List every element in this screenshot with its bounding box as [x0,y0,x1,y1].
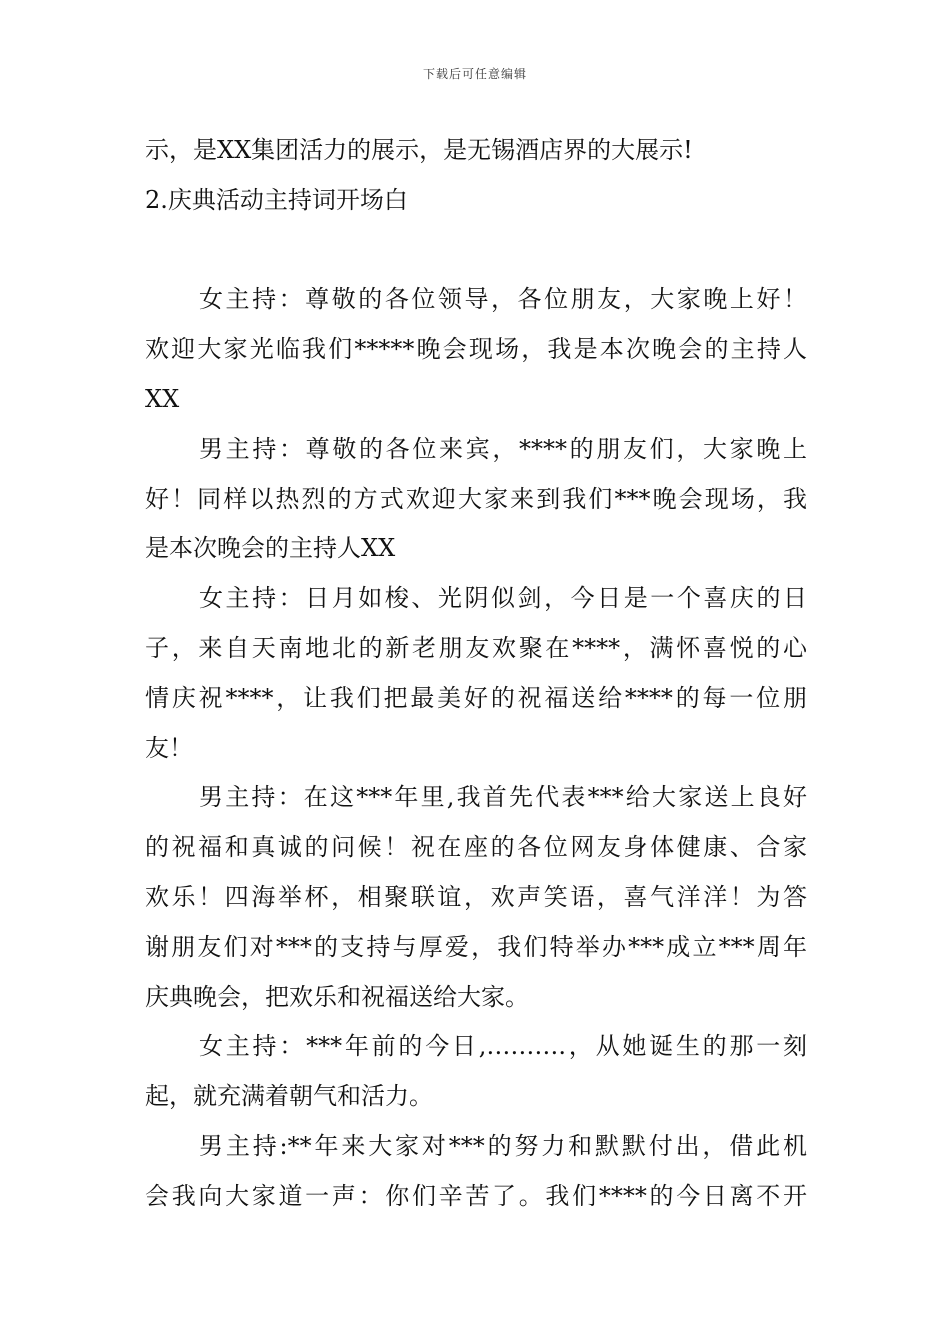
page-header: 下载后可任意编辑 [422,67,527,81]
text-line: 友！ [145,733,193,762]
text-line: 子，来自天南地北的新老朋友欢聚在****，满怀喜悦的心 [145,633,807,662]
blank-line [145,226,807,276]
text-line: 男主持：尊敬的各位来宾，****的朋友们，大家晚上 [199,434,807,463]
text-line: 欢乐！四海举杯，相聚联谊，欢声笑语，喜气洋洋！为答 [145,882,807,911]
text-line: 女主持：日月如梭、光阴似剑，今日是一个喜庆的日 [199,584,807,613]
text-line: 女主持：尊敬的各位领导，各位朋友，大家晚上好！ [199,285,807,314]
document-body [145,126,807,1222]
text-line: 庆典晚会，把欢乐和祝福送给大家。 [145,982,529,1011]
text-line: 谢朋友们对***的支持与厚爱，我们特举办***成立***周年 [145,932,807,961]
text-line: 的祝福和真诚的问候！祝在座的各位网友身体健康、合家 [145,833,807,862]
text-line: 示，是XX集团活力的展示，是无锡酒店界的大展示! [145,136,693,164]
text-line: 好！同样以热烈的方式欢迎大家来到我们***晚会现场，我 [145,484,807,513]
text-line: 男主持:**年来大家对***的努力和默默付出，借此机 [199,1131,807,1160]
text-line: 男主持：在这***年里,我首先代表***给大家送上良好 [199,783,807,812]
text-line: 女主持：***年前的今日,……….，从她诞生的那一刻 [199,1032,807,1061]
text-line: 是本次晚会的主持人XX [145,534,396,563]
text-line: 欢迎大家光临我们*****晚会现场，我是本次晚会的主持人 [145,335,807,364]
text-line: 2.庆典活动主持词开场白 [145,185,408,214]
text-line: XX [145,384,180,413]
text-line: 起，就充满着朝气和活力。 [145,1082,433,1111]
text-line: 会我向大家道一声：你们辛苦了。我们****的今日离不开 [145,1181,807,1210]
text-line: 情庆祝****，让我们把最美好的祝福送给****的每一位朋 [145,683,807,712]
